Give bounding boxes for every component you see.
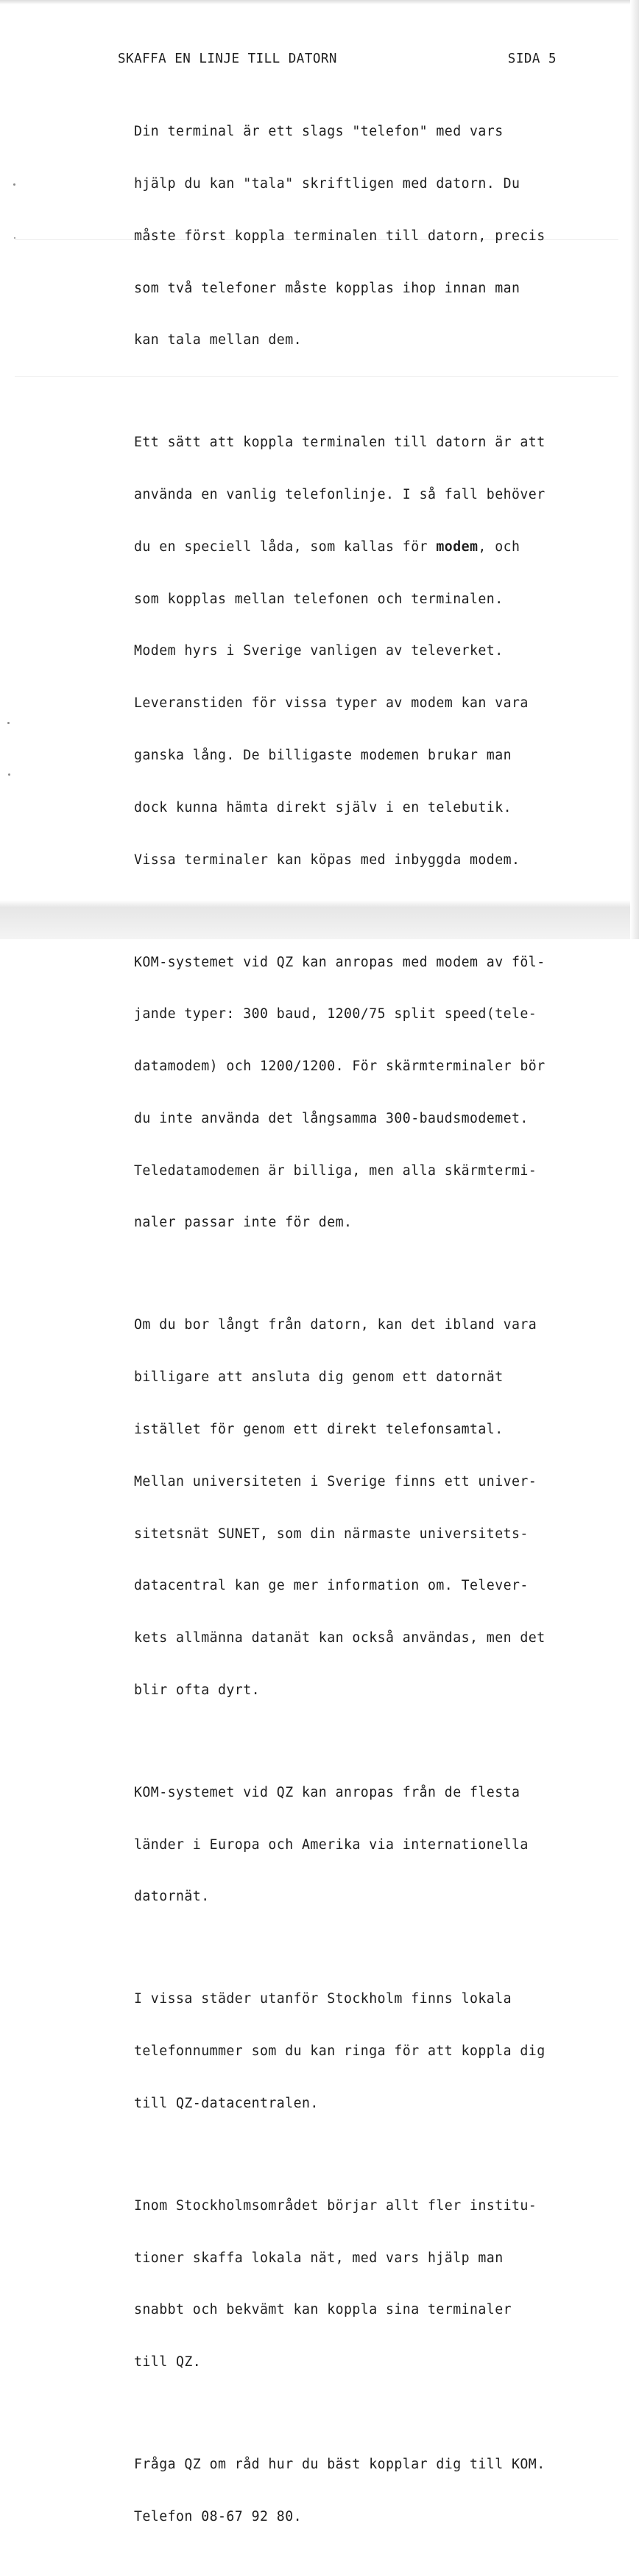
- paragraph-contact: [134, 2421, 605, 2561]
- text-line: använda en vanlig telefonlinje. I så fall behöver: [134, 487, 546, 503]
- text-line: ganska lång. De billigaste modemen brukar man: [134, 747, 512, 763]
- text-line: som kopplas mellan telefonen och terminalen.: [134, 591, 504, 607]
- text-line: kan tala mellan dem.: [134, 332, 302, 348]
- text-line: tioner skaffa lokala nät, med vars hjälp man: [134, 2250, 504, 2266]
- text-line-modem: [134, 538, 605, 556]
- text-line: Teledatamodemen är billiga, men alla skärmtermi-: [134, 1162, 537, 1179]
- scan-speck: [7, 722, 10, 724]
- text-line: blir ofta dyrt.: [134, 1682, 260, 1698]
- text-line: datornät.: [134, 1889, 210, 1905]
- text-line: I vissa städer utanför Stockholm finns lokala: [134, 1991, 512, 2007]
- text-line: Inom Stockholmsområdet börjar allt fler institu-: [134, 2197, 537, 2214]
- text-line: som två telefoner måste kopplas ihop innan man: [134, 280, 520, 296]
- text-line: kets allmänna datanät kan också användas, men det: [134, 1630, 546, 1646]
- text-line: måste först koppla terminalen till datorn, precis: [134, 228, 546, 244]
- document-body: [134, 88, 605, 2576]
- text-line: snabbt och bekvämt kan koppla sina terminaler: [134, 2302, 512, 2318]
- scan-edge-right: [630, 0, 639, 939]
- text-line: dock kunna hämta direkt själv i en telebutik.: [134, 799, 512, 815]
- text-line: hjälp du kan "tala" skriftligen med datorn. Du: [134, 175, 520, 192]
- text-line: datamodem) och 1200/1200. För skärmterminaler bör: [134, 1059, 546, 1075]
- text-line: till QZ-datacentralen.: [134, 2095, 319, 2111]
- text-line: billigare att ansluta dig genom ett datornät: [134, 1369, 504, 1386]
- text-line: KOM-systemet vid QZ kan anropas från de flesta: [134, 1784, 520, 1800]
- text-fragment: , och: [478, 538, 520, 555]
- page-title: SKAFFA EN LINJE TILL DATORN: [118, 52, 337, 66]
- paragraph-stockholm: [134, 2163, 605, 2406]
- text-line: Ett sätt att koppla terminalen till datorn är att: [134, 435, 546, 451]
- scan-edge-top: [0, 0, 639, 4]
- page-number: SIDA 5: [507, 52, 557, 66]
- paragraph-local-numbers: [134, 1956, 605, 2147]
- text-line: Vissa terminaler kan köpas med inbyggda modem.: [134, 852, 520, 868]
- text-line: Fråga QZ om råd hur du bäst kopplar dig till KOM.: [134, 2457, 546, 2473]
- text-line: datacentral kan ge mer information om. Telever-: [134, 1578, 529, 1594]
- modem-term: modem: [436, 538, 479, 555]
- paragraph-modem: [134, 399, 605, 903]
- text-line: KOM-systemet vid QZ kan anropas med modem av föl-: [134, 954, 546, 970]
- text-line: Mellan universiteten i Sverige finns ett univer-: [134, 1473, 537, 1489]
- text-line: sitetsnät SUNET, som din närmaste universitets-: [134, 1526, 529, 1542]
- text-line: Leveranstiden för vissa typer av modem kan vara: [134, 695, 529, 712]
- text-line: du inte använda det långsamma 300-baudsmodemet.: [134, 1110, 529, 1126]
- text-line: jande typer: 300 baud, 1200/75 split speed(tele-: [134, 1006, 537, 1022]
- text-line: Din terminal är ett slags "telefon" med vars: [134, 124, 504, 140]
- text-line: Modem hyrs i Sverige vanligen av televerket.: [134, 643, 504, 659]
- scan-speck: [8, 773, 10, 776]
- scan-speck: [13, 183, 15, 186]
- text-line: Om du bor långt från datorn, kan det ibland vara: [134, 1317, 537, 1333]
- scan-speck: [14, 237, 15, 239]
- paragraph-terminal-intro: [134, 88, 605, 384]
- paragraph-datornat: [134, 1282, 605, 1733]
- paragraph-international: [134, 1749, 605, 1941]
- text-line: länder i Europa och Amerika via internationella: [134, 1836, 529, 1853]
- text-fragment: du en speciell låda, som kallas för: [134, 538, 437, 555]
- text-line: istället för genom ett direkt telefonsamtal.: [134, 1421, 504, 1437]
- text-line: till QZ.: [134, 2354, 202, 2370]
- text-line: telefonnummer som du kan ringa för att koppla dig: [134, 2043, 546, 2060]
- paragraph-modem-types: [134, 919, 605, 1266]
- text-line: naler passar inte för dem.: [134, 1215, 353, 1231]
- phone-number-line: Telefon 08-67 92 80.: [134, 2508, 302, 2524]
- page-header: [118, 52, 557, 74]
